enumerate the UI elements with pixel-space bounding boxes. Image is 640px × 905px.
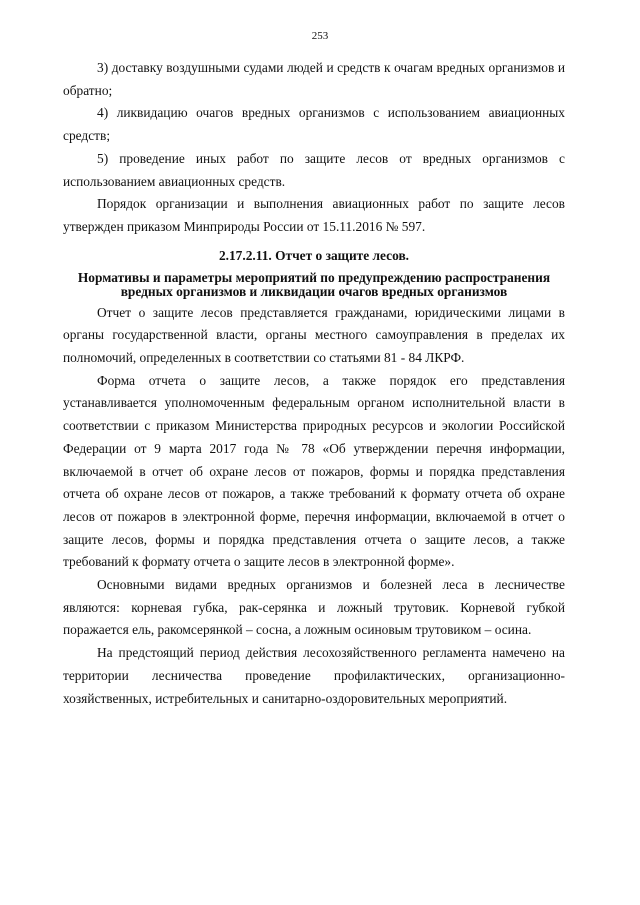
paragraph-aviation-order: Порядок организации и выполнения авиационных работ по защите лесов утвержден приказом Минприроды России от 15.11.2016 № 597.: [63, 196, 565, 234]
section-heading: 2.17.2.11. Отчет о защите лесов.: [218, 247, 410, 263]
page-number: 253: [311, 30, 329, 42]
subsection-heading: Нормативы и параметры мероприятий по предупреждению распространения вредных организмов и ликвидации очагов вредных организмов: [77, 269, 551, 299]
page-content: [63, 57, 565, 710]
paragraph-report-form: Форма отчета о защите лесов, а также порядок его представления устанавливается уполномоченным федеральным органом исполнительной власти в соответствии с приказом Министерства природных ресурсов и экологии Российской Федерации от 9 марта 2017 года № 78 «Об утверждении перечня информации, включаемой в отчет об охране лесов от пожаров, формы и порядка представления отчета об охране лесов от пожаров, а также требований к формату отчета об охране лесов от пожаров в электронной форме, перечня информации, включаемой в отчет о защите лесов, формы и порядка представления отчета о защите лесов, а также требований к формату отчета о защите лесов в электронной форме».: [63, 372, 565, 570]
paragraph-item-3: 3) доставку воздушными судами людей и средств к очагам вредных организмов и обратно;: [63, 60, 565, 98]
paragraph-report-submission: Отчет о защите лесов представляется гражданами, юридическими лицами в органы государственной власти, органы местного самоуправления в пределах их полномочий, определенных в соответствии со статьями 81 - 84 ЛКРФ.: [63, 304, 565, 366]
paragraph-planned-measures: На предстоящий период действия лесохозяйственного регламента намечено на территории лесничества проведение профилактических, организационно-хозяйственных, истребительных и санитарно-оздоровительных мероприятий.: [63, 645, 565, 706]
paragraph-item-5: 5) проведение иных работ по защите лесов от вредных организмов с использованием авиационных средств.: [63, 150, 565, 189]
paragraph-pest-species: Основными видами вредных организмов и болезней леса в лесничестве являются: корневая губка, рак-серянка и ложный трутовик. Корневой губкой поражается ель, ракомсерянкой – сосна, а ложным осиновым трутовиком – осина.: [63, 577, 565, 638]
paragraph-item-4: 4) ликвидацию очагов вредных организмов с использованием авиационных средств;: [63, 105, 565, 144]
